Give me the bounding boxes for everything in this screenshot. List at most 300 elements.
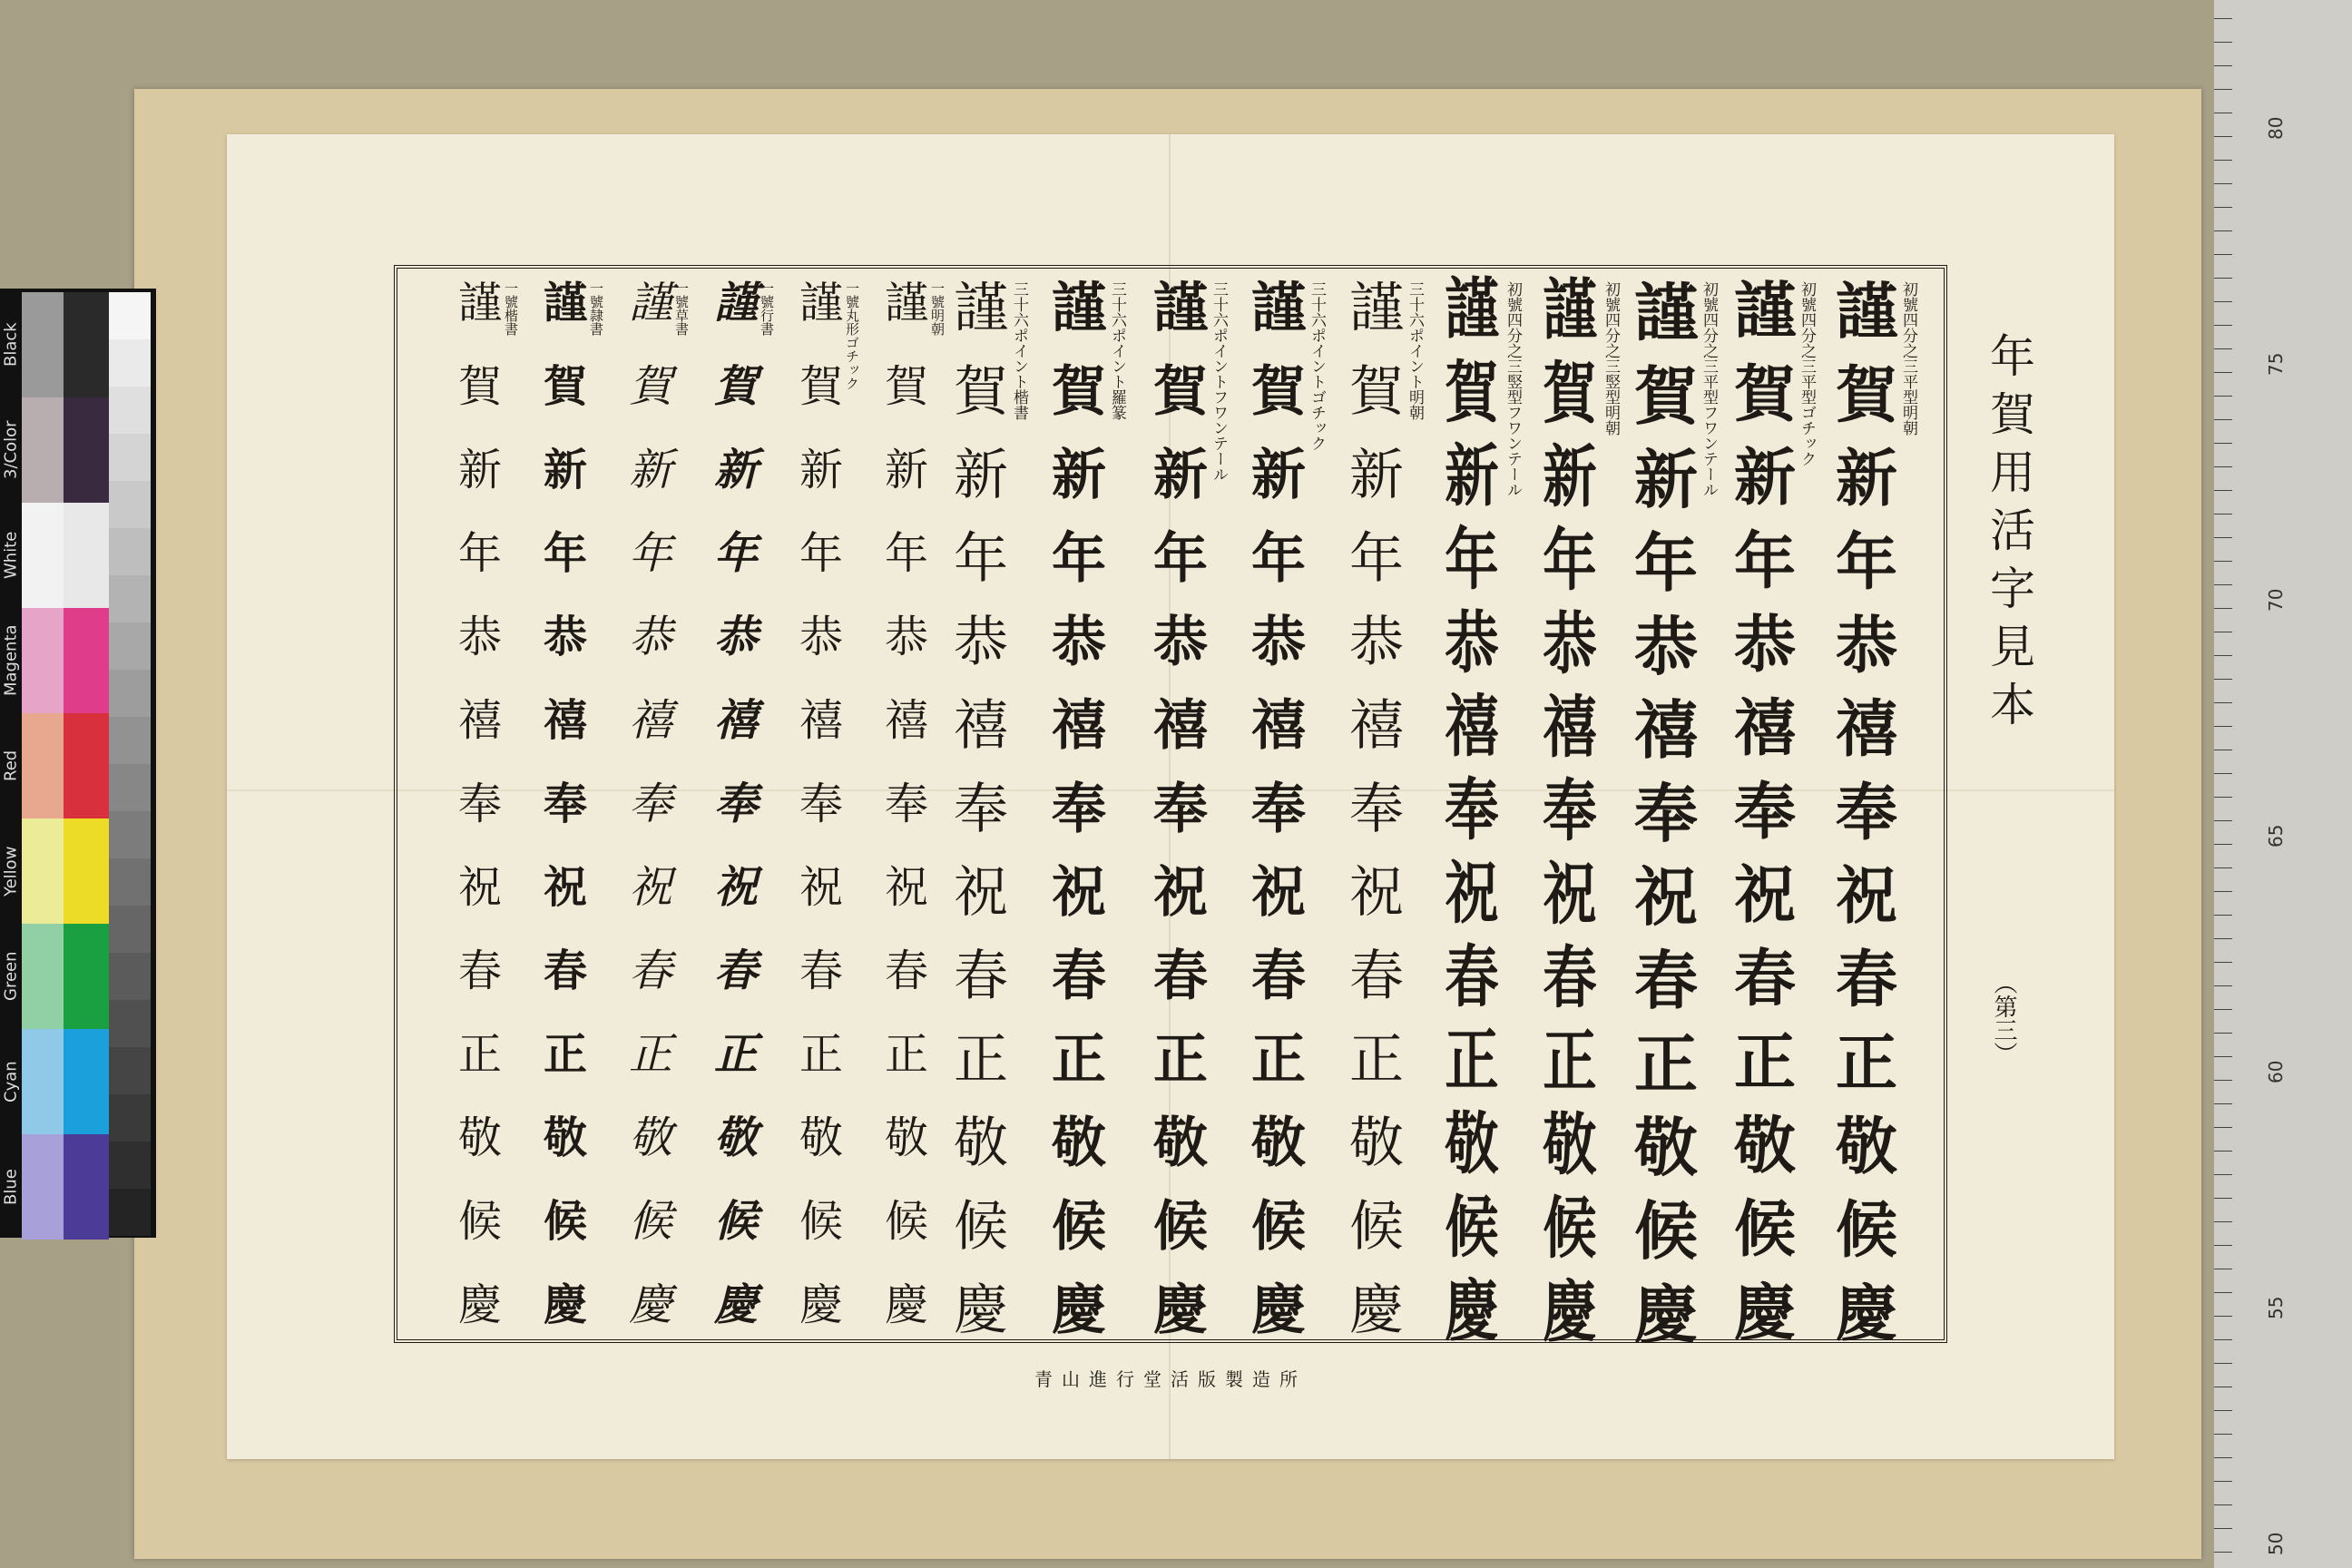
- color-checker: [0, 289, 156, 1238]
- color-swatch-light: [22, 713, 64, 818]
- sample-glyph: 祝: [1349, 861, 1404, 925]
- sample-glyph: 禧: [1445, 687, 1499, 766]
- glyph-stack: [543, 278, 587, 1367]
- ruler-tick: [2214, 679, 2232, 680]
- color-swatch-full: [64, 608, 109, 713]
- ruler-tick: [2214, 915, 2232, 916]
- sample-glyph: 候: [884, 1196, 928, 1247]
- sample-glyph: 敬: [1634, 1111, 1698, 1185]
- sample-glyph: 謹: [884, 278, 928, 328]
- sample-glyph: 正: [1445, 1021, 1499, 1100]
- typeface-label: 三十六ポイントゴチック: [1308, 281, 1326, 451]
- sample-glyph: 謹: [1153, 277, 1208, 340]
- sample-glyph: 禧: [628, 695, 672, 746]
- ruler-number: 65: [2265, 824, 2287, 848]
- sample-glyph: 祝: [1251, 861, 1306, 925]
- sample-glyph: 祝: [1445, 854, 1499, 933]
- ruler-tick: [2214, 584, 2232, 585]
- sample-glyph: 正: [1835, 1027, 1897, 1100]
- ruler-tick: [2214, 254, 2232, 255]
- sample-glyph: 奉: [1052, 778, 1106, 841]
- ruler-tick: [2214, 1009, 2232, 1010]
- specimen-frame: [394, 265, 1947, 1352]
- sample-glyph: 新: [884, 445, 928, 495]
- sample-glyph: 正: [1153, 1028, 1208, 1092]
- sample-glyph: 祝: [954, 861, 1008, 925]
- gray-step: [109, 622, 151, 670]
- color-label: Green: [1, 951, 21, 1002]
- typeface-label: 一號隷書: [588, 281, 604, 336]
- glyph-stack: [1153, 277, 1208, 1367]
- typeface-label: 一號楷書: [503, 281, 519, 336]
- ruler-tick: [2214, 42, 2232, 43]
- sample-glyph: 新: [1634, 443, 1698, 517]
- ruler-tick: [2214, 1316, 2232, 1317]
- sample-glyph: 祝: [713, 862, 758, 913]
- sample-glyph: 慶: [713, 1279, 758, 1330]
- sample-glyph: 禧: [1733, 693, 1796, 765]
- sample-glyph: 奉: [1835, 777, 1897, 849]
- sample-glyph: 新: [1445, 436, 1499, 515]
- ruler-tick: [2214, 773, 2232, 774]
- ruler-number: 50: [2265, 1532, 2287, 1555]
- sample-glyph: 敬: [1835, 1111, 1897, 1183]
- sample-glyph: 敬: [628, 1112, 672, 1163]
- sample-glyph: 年: [1543, 520, 1597, 601]
- sample-glyph: 慶: [954, 1279, 1008, 1342]
- sample-glyph: 謹: [1835, 276, 1897, 348]
- ruler-tick: [2214, 1174, 2232, 1175]
- sample-glyph: 候: [1634, 1194, 1698, 1269]
- sample-glyph: 春: [799, 946, 843, 996]
- glyph-stack: [457, 278, 502, 1367]
- sample-glyph: 恭: [628, 612, 672, 662]
- sample-glyph: 奉: [1251, 778, 1306, 841]
- color-label: White: [1, 531, 21, 580]
- specimen-column: [1151, 277, 1232, 1342]
- sample-glyph: 奉: [799, 779, 843, 829]
- glyph-stack: [1251, 277, 1306, 1367]
- sample-glyph: 春: [1153, 945, 1208, 1008]
- sample-glyph: 候: [1445, 1188, 1499, 1267]
- sample-glyph: 慶: [1052, 1279, 1106, 1342]
- sample-glyph: 禧: [1153, 694, 1208, 758]
- sample-glyph: 謹: [799, 278, 843, 328]
- sample-glyph: 慶: [1634, 1278, 1698, 1352]
- sample-glyph: 慶: [884, 1279, 928, 1330]
- ruler-tick: [2214, 867, 2232, 868]
- specimen-column: [1347, 277, 1428, 1342]
- sample-glyph: 奉: [1349, 778, 1404, 841]
- sample-glyph: 謹: [1543, 270, 1597, 350]
- color-label: Red: [1, 750, 21, 782]
- gray-step: [109, 953, 151, 1000]
- ruler-tick: [2214, 89, 2232, 90]
- sample-glyph: 新: [799, 445, 843, 495]
- sample-glyph: 春: [713, 946, 758, 996]
- sample-glyph: 慶: [457, 1279, 502, 1330]
- ruler-tick: [2214, 419, 2232, 420]
- color-label: Black: [1, 322, 21, 368]
- sample-glyph: 春: [1251, 945, 1306, 1008]
- sample-glyph: 敬: [1153, 1112, 1208, 1175]
- sample-glyph: 正: [954, 1028, 1008, 1092]
- typeface-label: 三十六ポイント明朝: [1406, 281, 1424, 420]
- sample-glyph: 春: [457, 946, 502, 996]
- sample-glyph: 新: [713, 445, 758, 495]
- sample-glyph: 賀: [954, 360, 1008, 424]
- sample-glyph: 祝: [799, 862, 843, 913]
- specimen-column: [878, 278, 949, 1334]
- sample-glyph: 新: [543, 445, 587, 495]
- specimen-columns: [397, 269, 1944, 1352]
- gray-step: [109, 387, 151, 434]
- sample-glyph: 謹: [713, 278, 758, 328]
- gray-step: [109, 434, 151, 481]
- sample-glyph: 祝: [1153, 861, 1208, 925]
- sample-glyph: 祝: [628, 862, 672, 913]
- sample-glyph: 新: [1052, 444, 1106, 507]
- sample-glyph: 年: [713, 528, 758, 579]
- ruler-tick: [2214, 1056, 2232, 1057]
- sample-glyph: 恭: [884, 612, 928, 662]
- sample-glyph: 奉: [1445, 770, 1499, 849]
- sample-glyph: 新: [628, 445, 672, 495]
- sample-glyph: 年: [954, 527, 1008, 591]
- sample-glyph: 賀: [457, 361, 502, 412]
- sample-glyph: 禧: [954, 694, 1008, 758]
- sample-glyph: 候: [954, 1195, 1008, 1259]
- typeface-label: 初號四分之三平型明朝: [1899, 281, 1917, 436]
- ruler-tick: [2214, 207, 2232, 208]
- sample-glyph: 謹: [1445, 270, 1499, 348]
- gray-step: [109, 906, 151, 953]
- ruler-tick: [2214, 655, 2232, 656]
- gray-step: [109, 481, 151, 528]
- sample-glyph: 謹: [543, 278, 587, 328]
- sample-glyph: 賀: [1733, 359, 1796, 431]
- sample-glyph: 春: [1445, 937, 1499, 1016]
- sample-glyph: 賀: [799, 361, 843, 412]
- sample-glyph: 年: [1634, 526, 1698, 601]
- sample-glyph: 敬: [1543, 1104, 1597, 1185]
- sample-glyph: 候: [1543, 1188, 1597, 1269]
- color-label: Magenta: [1, 624, 21, 697]
- sample-glyph: 候: [1251, 1195, 1306, 1259]
- ruler-number: 80: [2265, 116, 2287, 140]
- sample-glyph: 敬: [1349, 1112, 1404, 1175]
- sample-glyph: 春: [1634, 944, 1698, 1018]
- sample-glyph: 奉: [628, 779, 672, 829]
- sample-glyph: 正: [1052, 1028, 1106, 1092]
- sample-glyph: 謹: [1251, 277, 1306, 340]
- sample-glyph: 祝: [543, 862, 587, 913]
- ruler-number: 75: [2265, 352, 2287, 376]
- ruler-tick: [2214, 443, 2232, 444]
- ruler-tick: [2214, 1410, 2232, 1411]
- gray-step: [109, 1094, 151, 1142]
- gray-step: [109, 339, 151, 387]
- sample-glyph: 慶: [799, 1279, 843, 1330]
- sample-glyph: 賀: [1251, 360, 1306, 424]
- typeface-label: 一號草書: [673, 281, 690, 336]
- sample-glyph: 祝: [457, 862, 502, 913]
- specimen-column: [622, 278, 693, 1334]
- gray-step: [109, 528, 151, 575]
- ruler-tick: [2214, 1481, 2232, 1482]
- sample-glyph: 候: [1835, 1194, 1897, 1267]
- ruler-tick: [2214, 372, 2232, 373]
- maker-name: 青山進行堂活版製造所: [1034, 1368, 1307, 1390]
- sample-glyph: 恭: [1251, 611, 1306, 674]
- ruler-tick: [2214, 1552, 2232, 1553]
- sample-glyph: 慶: [628, 1279, 672, 1330]
- color-swatch-light: [22, 503, 64, 608]
- sample-glyph: 恭: [1052, 611, 1106, 674]
- typeface-label: 初號四分之三平型ゴチック: [1798, 281, 1816, 466]
- sample-glyph: 春: [884, 946, 928, 996]
- color-swatch-full: [64, 924, 109, 1029]
- sample-glyph: 謹: [1634, 276, 1698, 350]
- sample-glyph: 正: [1733, 1027, 1796, 1099]
- sample-glyph: 恭: [1153, 611, 1208, 674]
- sample-glyph: 慶: [1733, 1278, 1796, 1349]
- sample-glyph: 賀: [713, 361, 758, 412]
- sample-glyph: 謹: [1733, 276, 1796, 348]
- color-swatch-full: [64, 292, 109, 397]
- sample-glyph: 禧: [799, 695, 843, 746]
- ruler-tick: [2214, 561, 2232, 562]
- ruler-tick: [2214, 1080, 2232, 1081]
- ruler-number: 60: [2265, 1060, 2287, 1083]
- ruler-number: 55: [2265, 1296, 2287, 1319]
- sample-glyph: 賀: [1052, 360, 1106, 424]
- sample-glyph: 候: [543, 1196, 587, 1247]
- sample-glyph: 年: [799, 528, 843, 579]
- ruler-tick: [2214, 1221, 2232, 1222]
- sample-glyph: 正: [1251, 1028, 1306, 1092]
- ruler-tick: [2214, 1504, 2232, 1505]
- color-swatch-full: [64, 713, 109, 818]
- sample-glyph: 年: [1835, 526, 1897, 599]
- typeface-label: 一號明朝: [929, 281, 946, 336]
- sample-glyph: 正: [543, 1029, 587, 1080]
- sample-glyph: 恭: [713, 612, 758, 662]
- color-swatch-light: [22, 608, 64, 713]
- sample-glyph: 賀: [884, 361, 928, 412]
- sample-glyph: 春: [1835, 944, 1897, 1016]
- sample-glyph: 敬: [1052, 1112, 1106, 1175]
- ruler-tick: [2214, 1198, 2232, 1199]
- ruler-tick: [2214, 301, 2232, 302]
- gray-step: [109, 292, 151, 339]
- ruler-tick: [2214, 18, 2232, 19]
- sample-glyph: 敬: [799, 1112, 843, 1163]
- ruler-tick: [2214, 230, 2232, 231]
- sample-glyph: 新: [1153, 444, 1208, 507]
- typeface-label: 一號丸形ゴチック: [844, 281, 860, 390]
- sample-glyph: 賀: [1543, 353, 1597, 434]
- ruler-tick: [2214, 136, 2232, 137]
- sample-glyph: 奉: [543, 779, 587, 829]
- color-swatch-light: [22, 924, 64, 1029]
- ruler-tick: [2214, 396, 2232, 397]
- sample-glyph: 候: [1052, 1195, 1106, 1259]
- ruler-tick: [2214, 160, 2232, 161]
- gray-step: [109, 858, 151, 906]
- color-swatch-light: [22, 818, 64, 924]
- sample-glyph: 奉: [1153, 778, 1208, 841]
- ruler-tick: [2214, 1457, 2232, 1458]
- sample-glyph: 賀: [543, 361, 587, 412]
- sample-glyph: 賀: [1153, 360, 1208, 424]
- sample-glyph: 謹: [1349, 277, 1404, 340]
- sample-glyph: 恭: [1634, 610, 1698, 684]
- gray-step: [109, 1047, 151, 1094]
- ruler-tick: [2214, 938, 2232, 939]
- sample-glyph: 春: [1543, 937, 1597, 1018]
- typeface-label: 三十六ポイントフワンテール: [1210, 281, 1228, 482]
- sample-glyph: 新: [457, 445, 502, 495]
- sample-glyph: 恭: [1349, 611, 1404, 674]
- sample-glyph: 正: [884, 1029, 928, 1080]
- sample-glyph: 慶: [1445, 1271, 1499, 1350]
- sample-glyph: 候: [628, 1196, 672, 1247]
- sample-glyph: 候: [457, 1196, 502, 1247]
- ruler-tick: [2214, 726, 2232, 727]
- gray-step: [109, 670, 151, 717]
- sample-glyph: 敬: [457, 1112, 502, 1163]
- sample-glyph: 奉: [1543, 770, 1597, 851]
- sample-glyph: 春: [954, 945, 1008, 1008]
- ruler-tick: [2214, 490, 2232, 491]
- specimen-column: [1632, 276, 1722, 1352]
- ruler-number: 70: [2265, 588, 2287, 612]
- sample-glyph: 恭: [1445, 603, 1499, 682]
- sample-glyph: 恭: [1835, 610, 1897, 682]
- specimen-column: [951, 277, 1033, 1342]
- color-swatch-full: [64, 818, 109, 924]
- specimen-column: [1833, 276, 1922, 1350]
- color-swatch-full: [64, 1134, 109, 1240]
- sample-glyph: 年: [1733, 526, 1796, 598]
- color-swatch-full: [64, 503, 109, 608]
- ruler-tick: [2214, 1434, 2232, 1435]
- sample-glyph: 候: [1153, 1195, 1208, 1259]
- specimen-column: [1731, 276, 1820, 1349]
- sample-glyph: 慶: [543, 1279, 587, 1330]
- sample-glyph: 敬: [954, 1112, 1008, 1175]
- glyph-stack: [884, 278, 928, 1367]
- sample-glyph: 新: [1733, 443, 1796, 514]
- ruler-tick: [2214, 325, 2232, 326]
- typeface-label: 三十六ポイント羅篆: [1108, 281, 1126, 420]
- sample-glyph: 恭: [799, 612, 843, 662]
- sample-glyph: 候: [799, 1196, 843, 1247]
- sample-glyph: 年: [1052, 527, 1106, 591]
- color-swatch-light: [22, 1029, 64, 1134]
- sample-glyph: 禧: [1835, 693, 1897, 766]
- sample-glyph: 謹: [954, 277, 1008, 340]
- sample-glyph: 新: [1349, 444, 1404, 507]
- sample-glyph: 奉: [457, 779, 502, 829]
- sample-glyph: 候: [713, 1196, 758, 1247]
- sample-glyph: 謹: [1052, 277, 1106, 340]
- sample-glyph: 正: [1349, 1028, 1404, 1092]
- sample-glyph: 慶: [1153, 1279, 1208, 1342]
- specimen-column: [1439, 270, 1526, 1350]
- typeface-label: 初號四分之三竪型明朝: [1602, 281, 1620, 436]
- sample-glyph: 候: [1733, 1194, 1796, 1266]
- color-label: Yellow: [1, 846, 21, 897]
- sample-glyph: 祝: [1543, 854, 1597, 935]
- glyph-stack: [799, 278, 843, 1367]
- ruler-tick: [2214, 466, 2232, 467]
- sample-glyph: 敬: [1251, 1112, 1306, 1175]
- ruler-tick: [2214, 608, 2232, 609]
- sample-glyph: 正: [1543, 1021, 1597, 1102]
- sample-glyph: 新: [1835, 443, 1897, 515]
- sample-glyph: 春: [1733, 944, 1796, 1015]
- sample-glyph: 禧: [1634, 693, 1698, 768]
- glyph-stack: [954, 277, 1008, 1367]
- sample-glyph: 正: [799, 1029, 843, 1080]
- sample-glyph: 禧: [1251, 694, 1306, 758]
- typeface-label: 初號四分之三平型フワンテール: [1700, 281, 1718, 497]
- color-label: Blue: [1, 1169, 21, 1205]
- specimen-column: [1249, 277, 1330, 1342]
- gray-step: [109, 1189, 151, 1236]
- sample-glyph: 年: [1153, 527, 1208, 591]
- sample-glyph: 禧: [884, 695, 928, 746]
- sample-glyph: 禧: [457, 695, 502, 746]
- sample-glyph: 年: [1251, 527, 1306, 591]
- color-label: 3/Color: [1, 420, 21, 480]
- sample-glyph: 年: [457, 528, 502, 579]
- sample-glyph: 賀: [628, 361, 672, 412]
- sample-glyph: 賀: [1634, 359, 1698, 434]
- typeface-label: 一號行書: [759, 281, 775, 336]
- sample-glyph: 奉: [1634, 777, 1698, 851]
- color-label: Cyan: [1, 1061, 21, 1102]
- sample-glyph: 禧: [1349, 694, 1404, 758]
- color-swatch-light: [22, 397, 64, 503]
- sample-glyph: 正: [457, 1029, 502, 1080]
- sample-glyph: 年: [628, 528, 672, 579]
- sample-glyph: 祝: [1634, 860, 1698, 935]
- sample-glyph: 年: [884, 528, 928, 579]
- gray-step: [109, 811, 151, 858]
- glyph-stack: [1835, 276, 1897, 1367]
- sample-glyph: 敬: [884, 1112, 928, 1163]
- specimen-column: [537, 278, 608, 1334]
- gray-step: [109, 1000, 151, 1047]
- sample-glyph: 候: [1349, 1195, 1404, 1259]
- sample-glyph: 新: [1543, 436, 1597, 517]
- glyph-stack: [1052, 277, 1106, 1367]
- ruler-tick: [2214, 1528, 2232, 1529]
- glyph-stack: [1634, 276, 1698, 1367]
- sample-glyph: 慶: [1251, 1279, 1306, 1342]
- ruler-tick: [2214, 1363, 2232, 1364]
- glyph-stack: [1442, 270, 1502, 1367]
- sample-glyph: 正: [1634, 1027, 1698, 1102]
- sample-glyph: 年: [1445, 520, 1499, 599]
- sheet-title: 年賀用活字見本: [1983, 332, 2035, 739]
- sample-glyph: 年: [1349, 527, 1404, 591]
- glyph-stack: [628, 278, 672, 1367]
- gray-step: [109, 717, 151, 764]
